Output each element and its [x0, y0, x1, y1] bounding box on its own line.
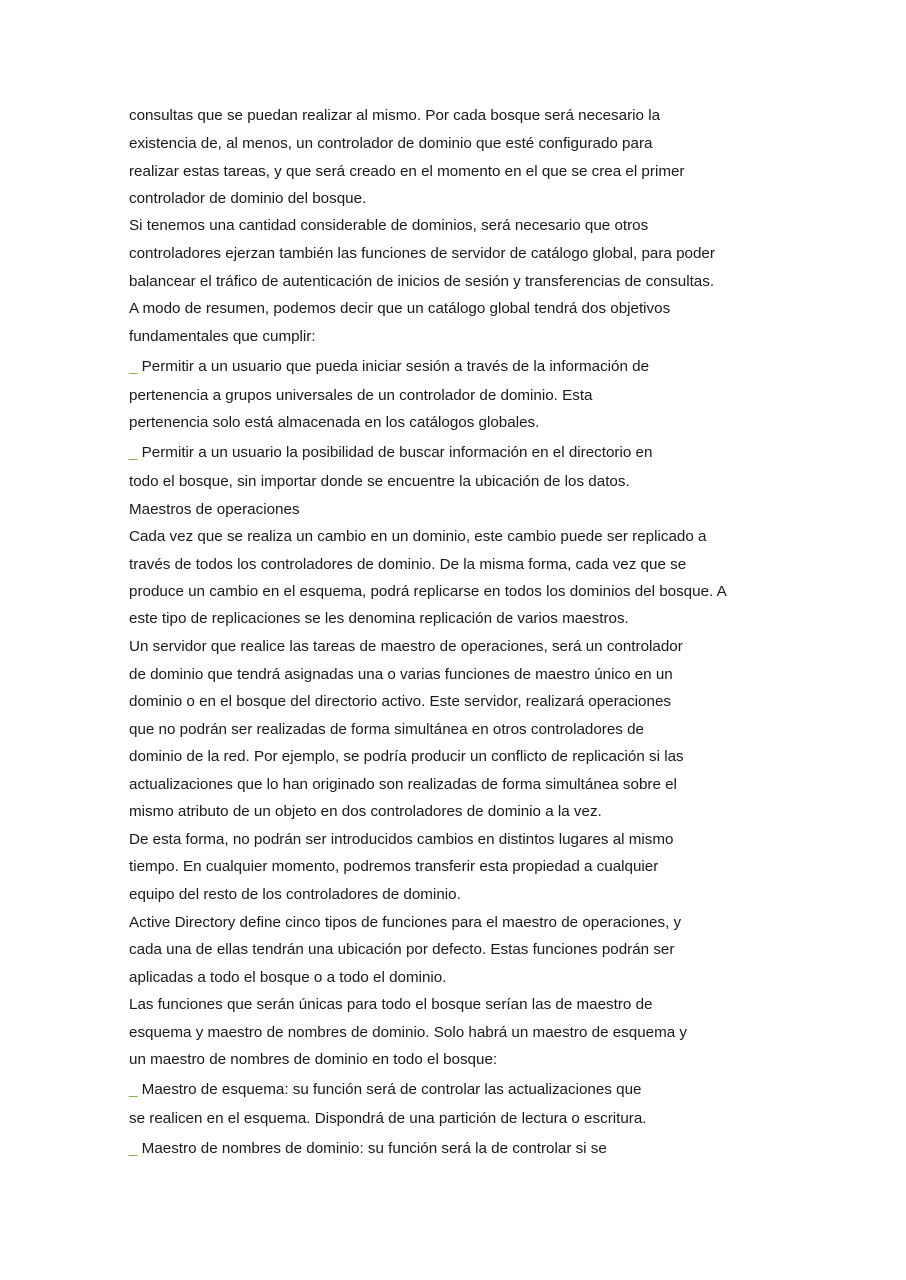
text-line: fundamentales que cumplir: [129, 328, 316, 345]
text-line: Si tenemos una cantidad considerable de dominios, será necesario que otros [129, 217, 649, 234]
bullet-item [129, 1139, 607, 1159]
text-line: balancear el tráfico de autenticación de inicios de sesión y transferencias de consultas. [129, 273, 715, 290]
text-line: esquema y maestro de nombres de dominio. Solo habrá un maestro de esquema y [129, 1024, 688, 1041]
text-line: un maestro de nombres de dominio en todo el bosque: [129, 1051, 498, 1068]
text-line: tiempo. En cualquier momento, podremos transferir esta propiedad a cualquier [129, 858, 659, 875]
text-line: consultas que se puedan realizar al mismo. Por cada bosque será necesario la [129, 107, 661, 124]
text-line: cada una de ellas tendrán una ubicación por defecto. Estas funciones podrán ser [129, 941, 675, 958]
text-line: través de todos los controladores de dominio. De la misma forma, cada vez que se [129, 556, 687, 573]
text-line: se realicen en el esquema. Dispondrá de una partición de lectura o escritura. [129, 1110, 647, 1127]
text-line: dominio o en el bosque del directorio activo. Este servidor, realizará operaciones [129, 693, 671, 710]
bullet-marker: _ [129, 1140, 138, 1157]
bullet-text: Permitir a un usuario la posibilidad de buscar información en el directorio en [137, 444, 653, 461]
text-line: aplicadas a todo el bosque o a todo el dominio. [129, 969, 447, 986]
text-line: este tipo de replicaciones se les denomina replicación de varios maestros. [129, 610, 629, 627]
text-line: dominio de la red. Por ejemplo, se podría producir un conflicto de replicación si las [129, 748, 684, 765]
text-line: equipo del resto de los controladores de dominio. [129, 886, 461, 903]
bullet-item [129, 1080, 641, 1100]
text-line: pertenencia solo está almacenada en los catálogos globales. [129, 414, 540, 431]
text-line: Active Directory define cinco tipos de funciones para el maestro de operaciones, y [129, 914, 682, 931]
bullet-item [129, 357, 649, 377]
section-heading: Maestros de operaciones [129, 501, 300, 518]
text-line: existencia de, al menos, un controlador de dominio que esté configurado para [129, 135, 653, 152]
text-line: Las funciones que serán únicas para todo el bosque serían las de maestro de [129, 996, 653, 1013]
bullet-marker: _ [129, 1081, 138, 1098]
bullet-marker: _ [129, 444, 138, 461]
text-line: controlador de dominio del bosque. [129, 190, 367, 207]
bullet-text: Permitir a un usuario que pueda iniciar sesión a través de la información de [137, 358, 650, 375]
text-line: De esta forma, no podrán ser introducidos cambios en distintos lugares al mismo [129, 831, 674, 848]
bullet-marker: _ [129, 358, 138, 375]
text-line: Un servidor que realice las tareas de maestro de operaciones, será un controlador [129, 638, 683, 655]
text-line: actualizaciones que lo han originado son realizadas de forma simultánea sobre el [129, 776, 677, 793]
text-line: que no podrán ser realizadas de forma simultánea en otros controladores de [129, 721, 644, 738]
text-line: todo el bosque, sin importar donde se encuentre la ubicación de los datos. [129, 473, 630, 490]
text-line: produce un cambio en el esquema, podrá replicarse en todos los dominios del bosque. A [129, 583, 727, 600]
bullet-text: Maestro de esquema: su función será de controlar las actualizaciones que [137, 1081, 642, 1098]
text-line: mismo atributo de un objeto en dos controladores de dominio a la vez. [129, 803, 602, 820]
text-line: Cada vez que se realiza un cambio en un dominio, este cambio puede ser replicado a [129, 528, 707, 545]
text-line: realizar estas tareas, y que será creado en el momento en el que se crea el primer [129, 163, 685, 180]
text-line: pertenencia a grupos universales de un controlador de dominio. Esta [129, 387, 593, 404]
text-line: A modo de resumen, podemos decir que un catálogo global tendrá dos objetivos [129, 300, 671, 317]
text-line: controladores ejerzan también las funciones de servidor de catálogo global, para poder [129, 245, 715, 262]
bullet-text: Maestro de nombres de dominio: su función será la de controlar si se [137, 1140, 607, 1157]
text-line: de dominio que tendrá asignadas una o varias funciones de maestro único en un [129, 666, 673, 683]
bullet-item [129, 443, 652, 463]
